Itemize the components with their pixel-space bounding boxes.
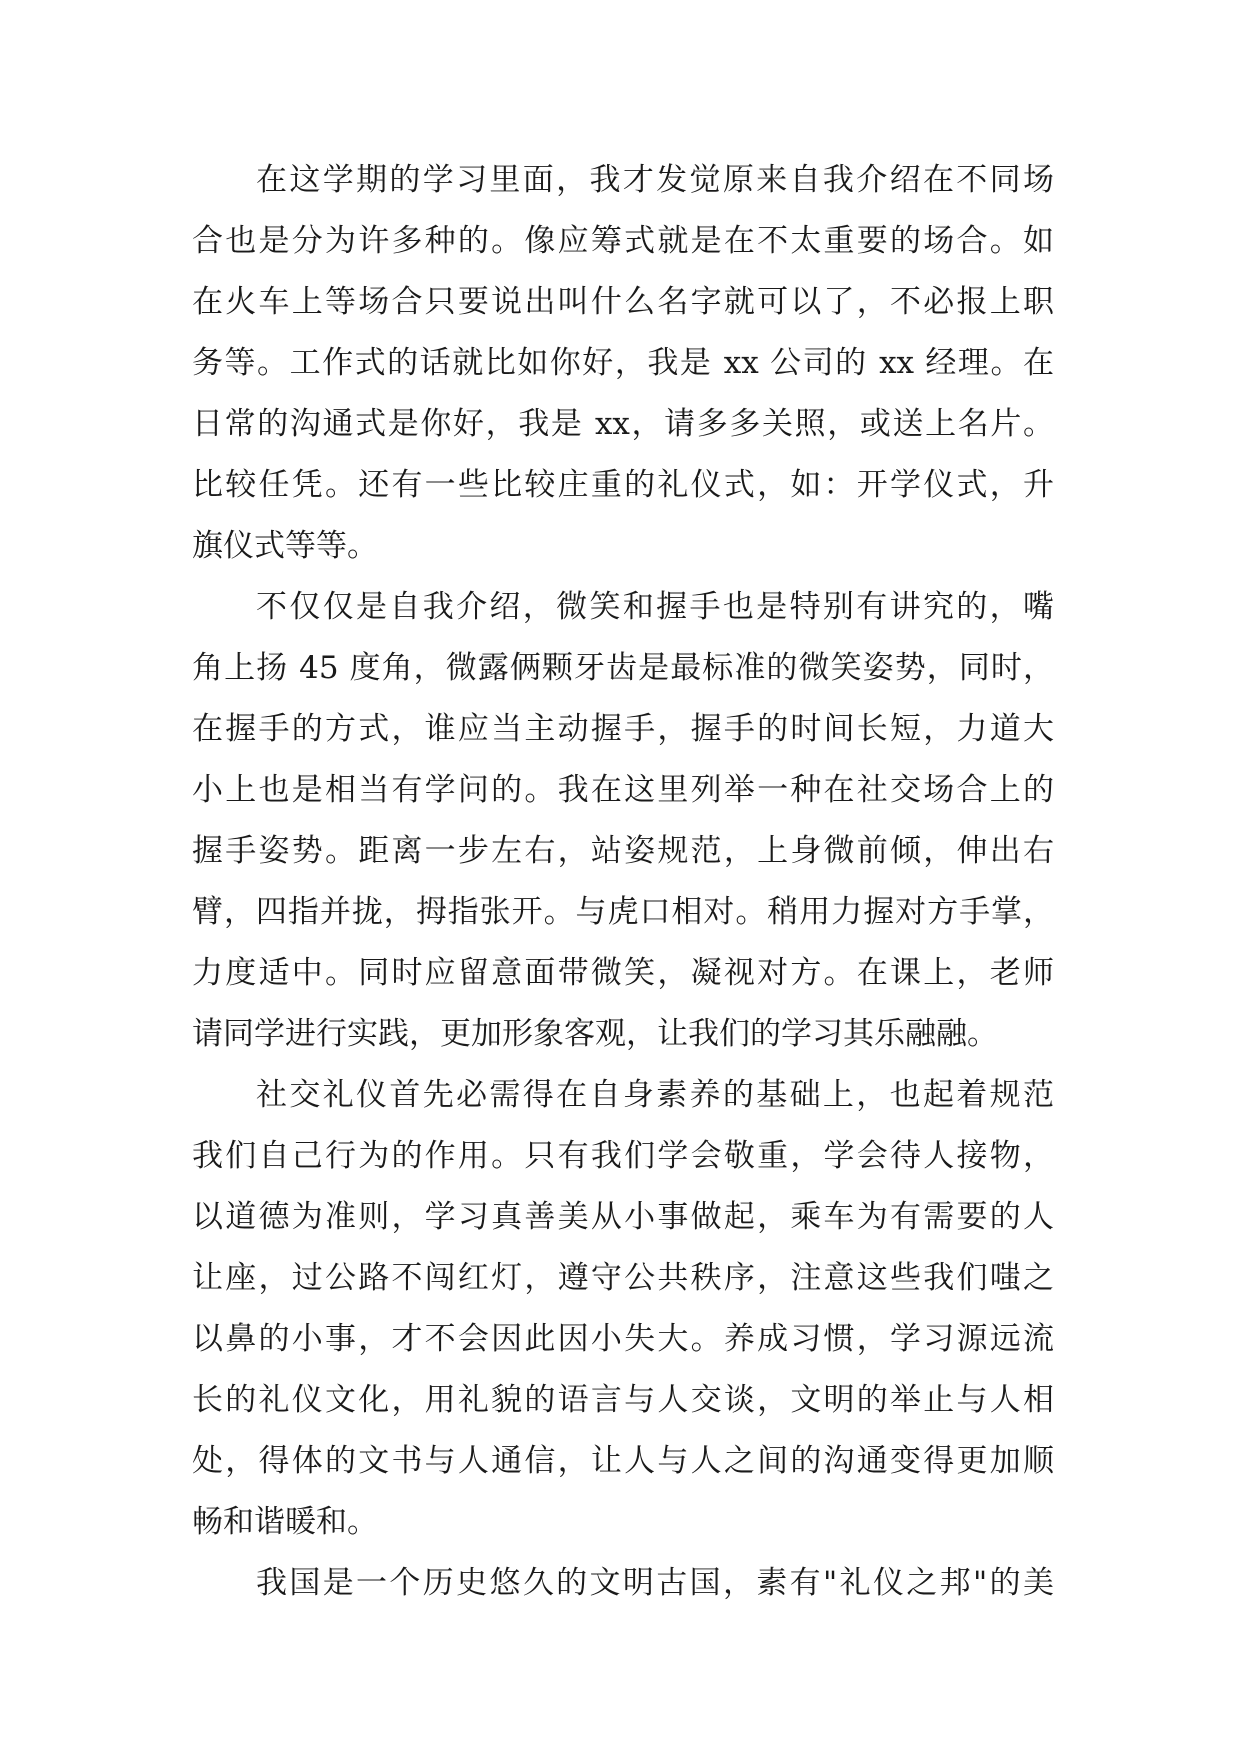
text-line: 不仅仅是自我介绍，微笑和握手也是特别有讲究的，嘴 (256, 589, 1054, 625)
text-line: 在火车上等场合只要说出叫什么名字就可以了，不必报上职 (192, 284, 1054, 320)
document-body (192, 150, 1054, 1614)
text-line: 畅和谐暖和。 (192, 1504, 378, 1540)
paragraph-self-introduction (192, 150, 1054, 577)
text-line: 臂，四指并拢，拇指张开。与虎口相对。稍用力握对方手掌， (192, 894, 1054, 930)
text-line: 角上扬 45 度角，微露俩颗牙齿是最标准的微笑姿势，同时， (192, 650, 1054, 686)
text-line: 在这学期的学习里面，我才发觉原来自我介绍在不同场 (256, 162, 1054, 198)
text-line: 握手姿势。距离一步左右，站姿规范，上身微前倾，伸出右 (192, 833, 1054, 869)
paragraph-social-etiquette (192, 1065, 1054, 1553)
text-line: 合也是分为许多种的。像应筹式就是在不太重要的场合。如 (192, 223, 1054, 259)
text-line: 让座，过公路不闯红灯，遵守公共秩序，注意这些我们嗤之 (192, 1260, 1054, 1296)
text-line: 小上也是相当有学问的。我在这里列举一种在社交场合上的 (192, 772, 1054, 808)
text-line: 日常的沟通式是你好，我是 xx，请多多关照，或送上名片。 (192, 406, 1054, 442)
paragraph-ancient-civilization (192, 1553, 1054, 1614)
text-line: 请同学进行实践，更加形象客观，让我们的学习其乐融融。 (192, 1016, 998, 1052)
text-line: 以鼻的小事，才不会因此因小失大。养成习惯，学习源远流 (192, 1321, 1054, 1357)
text-line: 我国是一个历史悠久的文明古国，素有"礼仪之邦"的美 (256, 1565, 1054, 1601)
text-line: 旗仪式等等。 (192, 528, 378, 564)
paragraph-smile-handshake (192, 577, 1054, 1065)
text-line: 在握手的方式，谁应当主动握手，握手的时间长短，力道大 (192, 711, 1054, 747)
text-line: 比较任凭。还有一些比较庄重的礼仪式，如：开学仪式，升 (192, 467, 1054, 503)
text-line: 务等。工作式的话就比如你好，我是 xx 公司的 xx 经理。在 (192, 345, 1054, 381)
text-line: 以道德为准则，学习真善美从小事做起，乘车为有需要的人 (192, 1199, 1054, 1235)
text-line: 力度适中。同时应留意面带微笑，凝视对方。在课上，老师 (192, 955, 1054, 991)
text-line: 处，得体的文书与人通信，让人与人之间的沟通变得更加顺 (192, 1443, 1054, 1479)
text-line: 长的礼仪文化，用礼貌的语言与人交谈，文明的举止与人相 (192, 1382, 1054, 1418)
text-line: 我们自己行为的作用。只有我们学会敬重，学会待人接物， (192, 1138, 1054, 1174)
text-line: 社交礼仪首先必需得在自身素养的基础上，也起着规范 (256, 1077, 1054, 1113)
